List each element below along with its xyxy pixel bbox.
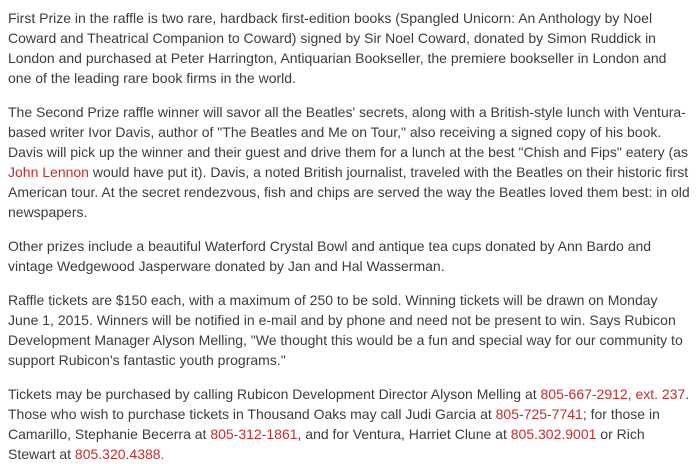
phone-link-becerra[interactable]: 805-312-1861 xyxy=(210,426,298,442)
paragraph-second-prize xyxy=(8,102,690,222)
paragraph-ticket-info xyxy=(8,290,690,370)
paragraph-second-prize-text-0: The Second Prize raffle winner will savor all the Beatles' secrets, along with a British-style lunch with Ventura-based writer Ivor Davis, author of "The Beatles and Me on Tour," also receiving a signed copy of his book. Davis will pick up the winner and their guest and drive them for a lunch at the best "Chish and Fips" eatery (as xyxy=(8,104,688,160)
john-lennon-link[interactable]: John Lennon xyxy=(8,164,89,180)
paragraph-other-prizes-text-0: Other prizes include a beautiful Waterford Crystal Bowl and antique tea cups donated by Ann Bardo and vintage Wedgewood Jasperware donated by Jan and Hal Wasserman. xyxy=(8,238,652,274)
paragraph-purchase-info-text-4: ; for those in Camarillo, Stephanie Becerra at xyxy=(8,406,660,442)
paragraph-other-prizes xyxy=(8,236,690,276)
paragraph-first-prize-text-0: First Prize in the raffle is two rare, hardback first-edition books (Spangled Unicorn: An Anthology by Noel Coward and Theatrical Companion to Coward) signed by Sir Noel Coward, donated by Simon Ruddick in London and purchased at Peter Harrington, Antiquarian Bookseller, the premiere bookseller in London and one of the leading rare book firms in the world. xyxy=(8,10,667,86)
phone-link-stewart[interactable]: 805.320.4388. xyxy=(74,446,165,462)
paragraph-purchase-info-text-6: , and for Ventura, Harriet Clune at xyxy=(297,426,511,442)
phone-link-clune[interactable]: 805.302.9001 xyxy=(510,426,597,442)
paragraph-ticket-info-text-0: Raffle tickets are $150 each, with a maximum of 250 to be sold. Winning tickets will be drawn on Monday June 1, 2015. Winners will be notified in e-mail and by phone and need not be present to win. Says Rubicon Development Manager Alyson Melling, "We thought this would be a fun and special way for our community to support Rubicon's fantastic youth programs." xyxy=(8,292,683,368)
phone-link-garcia[interactable]: 805-725-7741 xyxy=(495,406,583,422)
paragraph-purchase-info-text-0: Tickets may be purchased by calling Rubicon Development Director Alyson Melling at xyxy=(8,386,541,402)
paragraph-purchase-info-text-2: . Those who wish to purchase tickets in Thousand Oaks may call Judi Garcia at xyxy=(8,386,690,422)
paragraph-purchase-info xyxy=(8,384,690,464)
paragraph-purchase-info-text-8: or Rich Stewart at xyxy=(8,426,645,462)
article-body xyxy=(8,8,690,464)
phone-link-melling[interactable]: 805-667-2912, ext. 237 xyxy=(540,386,686,402)
paragraph-second-prize-text-2: would have put it). Davis, a noted British journalist, traveled with the Beatles on their historic first American tour. At the secret rendezvous, fish and chips are served the way the Beatles loved them best: in old newspapers. xyxy=(8,164,690,220)
paragraph-first-prize xyxy=(8,8,690,88)
